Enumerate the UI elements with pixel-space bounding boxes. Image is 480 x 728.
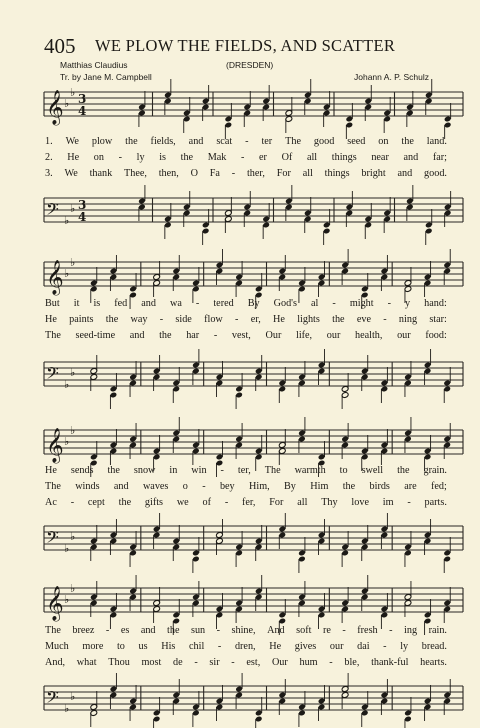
lyrics-system-1-verse-3 bbox=[45, 168, 447, 179]
lyric-syllable: of bbox=[202, 497, 212, 508]
lyric-syllable: And, bbox=[45, 657, 66, 668]
lyric-syllable: plow bbox=[91, 136, 113, 147]
lyric-syllable: most bbox=[141, 657, 162, 668]
lyric-syllable: - bbox=[216, 625, 221, 636]
lyric-syllable: er, bbox=[250, 314, 261, 325]
lyric-syllable: soft bbox=[296, 625, 312, 636]
lyric-syllable: star: bbox=[429, 314, 447, 325]
lyric-syllable: eve bbox=[356, 314, 371, 325]
flat-icon: ♭ bbox=[70, 366, 76, 379]
lyric-syllable: - bbox=[195, 298, 200, 309]
lyric-syllable: 1. bbox=[45, 136, 53, 147]
lyric-syllable: side bbox=[175, 314, 192, 325]
lyric-syllable: the bbox=[118, 497, 132, 508]
lyrics-system-3-verse-2 bbox=[45, 481, 447, 492]
lyric-syllable: - bbox=[231, 657, 235, 668]
lyric-syllable: waves bbox=[142, 481, 169, 492]
lyric-syllable: ter, bbox=[237, 465, 251, 476]
lyric-syllable: on bbox=[93, 152, 104, 163]
translator-credit: Tr. by Jane M. Campbell bbox=[60, 72, 152, 82]
lyric-syllable: The bbox=[45, 481, 61, 492]
lyric-syllable: 3. bbox=[45, 168, 53, 179]
lyric-syllable: Of bbox=[281, 152, 293, 163]
time-signature-top: 3 bbox=[78, 92, 87, 106]
lyric-syllable: - bbox=[217, 641, 222, 652]
lyric-syllable: shine, bbox=[231, 625, 256, 636]
flat-icon: ♭ bbox=[70, 582, 76, 595]
lyric-syllable: er bbox=[259, 152, 267, 163]
treble-clef-icon: 𝄞 bbox=[46, 428, 64, 463]
lyric-syllable: And bbox=[267, 625, 285, 636]
lyric-syllable: the bbox=[125, 136, 138, 147]
flat-icon: ♭ bbox=[64, 435, 70, 448]
lyric-syllable: es bbox=[120, 625, 130, 636]
lyric-syllable: winds bbox=[75, 481, 100, 492]
lyric-syllable: The bbox=[45, 625, 61, 636]
lyric-syllable: - bbox=[245, 136, 249, 147]
lyrics-system-3-verse-3 bbox=[45, 497, 447, 508]
lyric-syllable: He bbox=[45, 465, 57, 476]
lyric-syllable: Him bbox=[310, 481, 329, 492]
lyric-syllable: ning bbox=[398, 314, 418, 325]
treble-clef-icon: 𝄞 bbox=[46, 586, 64, 621]
lyric-syllable: more bbox=[82, 641, 104, 652]
lyric-syllable: dren, bbox=[234, 641, 256, 652]
lyric-syllable: the bbox=[332, 314, 345, 325]
lyric-syllable: is bbox=[93, 298, 101, 309]
lyric-syllable: 2. bbox=[45, 152, 53, 163]
lyric-syllable: the bbox=[107, 465, 120, 476]
lyric-syllable: hearts. bbox=[420, 657, 447, 668]
lyric-syllable: sun bbox=[190, 625, 206, 636]
lyric-syllable: - bbox=[383, 314, 387, 325]
lyric-syllable: fresh bbox=[357, 625, 378, 636]
treble-staff-2 bbox=[0, 254, 480, 304]
lyric-syllable: al bbox=[311, 298, 319, 309]
lyric-syllable: By bbox=[247, 298, 260, 309]
lyric-syllable: We bbox=[65, 136, 79, 147]
lyric-syllable: the bbox=[342, 481, 356, 492]
flat-icon: ♭ bbox=[64, 267, 70, 280]
tune-name: (DRESDEN) bbox=[226, 60, 274, 70]
lyric-syllable: all bbox=[302, 168, 313, 179]
lyric-syllable: dai bbox=[357, 641, 370, 652]
lyric-syllable: all bbox=[306, 152, 318, 163]
lyric-syllable: We bbox=[64, 168, 78, 179]
lyric-syllable: bread. bbox=[421, 641, 447, 652]
lyric-syllable: things bbox=[331, 152, 357, 163]
flat-icon: ♭ bbox=[70, 530, 76, 543]
flat-icon: ♭ bbox=[70, 256, 76, 269]
lyric-syllable: fed; bbox=[431, 481, 447, 492]
lyric-syllable: to bbox=[116, 641, 125, 652]
lyric-syllable: - bbox=[118, 152, 122, 163]
lyric-syllable: Him, bbox=[249, 481, 270, 492]
lyric-syllable: tered bbox=[213, 298, 234, 309]
flat-icon: ♭ bbox=[70, 86, 76, 99]
lyric-syllable: - bbox=[224, 497, 229, 508]
lyrics-system-1-verse-2 bbox=[45, 152, 447, 163]
lyric-syllable: For bbox=[276, 168, 291, 179]
lyric-syllable: flow bbox=[204, 314, 223, 325]
lyric-syllable: and bbox=[129, 330, 145, 341]
lyric-syllable: and bbox=[403, 152, 419, 163]
hymn-number: 405 bbox=[44, 34, 76, 58]
lyric-syllable: God's bbox=[273, 298, 297, 309]
lyric-syllable: grain. bbox=[423, 465, 447, 476]
lyric-syllable: Thou bbox=[108, 657, 130, 668]
composer-credit: Johann A. P. Schulz bbox=[354, 72, 429, 82]
lyric-syllable: our bbox=[397, 330, 411, 341]
lyric-syllable: His bbox=[161, 641, 176, 652]
treble-staff-4 bbox=[0, 580, 480, 630]
lyric-syllable: - bbox=[231, 168, 236, 179]
lyric-syllable: ing bbox=[404, 625, 418, 636]
lyric-syllable: - bbox=[241, 152, 245, 163]
lyric-syllable: thank bbox=[89, 168, 113, 179]
treble-clef-icon: 𝄞 bbox=[46, 90, 64, 125]
lyric-syllable: Thy bbox=[321, 497, 338, 508]
lyric-syllable: way bbox=[130, 314, 148, 325]
lyric-syllable: the bbox=[180, 152, 194, 163]
lyric-syllable: the bbox=[401, 136, 414, 147]
lyric-syllable: - bbox=[342, 625, 346, 636]
lyric-syllable: vest, bbox=[231, 330, 251, 341]
lyric-syllable: est, bbox=[246, 657, 261, 668]
flat-icon: ♭ bbox=[64, 542, 70, 555]
time-signature-top: 3 bbox=[78, 198, 87, 212]
lyric-syllable: ther, bbox=[246, 168, 265, 179]
lyric-syllable: parts. bbox=[424, 497, 447, 508]
lyrics-system-4-verse-3 bbox=[45, 657, 447, 668]
lyrics-system-2-verse-2 bbox=[45, 314, 447, 325]
lyric-syllable: is bbox=[159, 152, 166, 163]
author-credit: Matthias Claudius bbox=[60, 60, 128, 70]
lyric-syllable: it bbox=[73, 298, 80, 309]
lyric-syllable: Thee, bbox=[124, 168, 147, 179]
lyric-syllable: breez bbox=[72, 625, 95, 636]
lyric-syllable: rain. bbox=[428, 625, 447, 636]
lyric-syllable: sir bbox=[209, 657, 220, 668]
lyric-syllable: land. bbox=[426, 136, 447, 147]
lyric-syllable: The bbox=[45, 330, 61, 341]
lyric-syllable: For bbox=[269, 497, 284, 508]
lyric-syllable: the bbox=[397, 465, 410, 476]
lyric-syllable: all bbox=[297, 497, 308, 508]
lyric-syllable: Mak bbox=[207, 152, 227, 163]
lyric-syllable: warmth bbox=[294, 465, 326, 476]
lyric-syllable: to bbox=[339, 465, 348, 476]
flat-icon: ♭ bbox=[64, 97, 70, 110]
flat-icon: ♭ bbox=[64, 214, 70, 227]
lyric-syllable: lights bbox=[297, 314, 320, 325]
lyric-syllable: and bbox=[113, 481, 129, 492]
lyric-syllable: seed-time bbox=[75, 330, 116, 341]
flat-icon: ♭ bbox=[70, 202, 76, 215]
lyric-syllable: good. bbox=[424, 168, 447, 179]
lyric-syllable: paints bbox=[69, 314, 94, 325]
lyric-syllable: might bbox=[349, 298, 374, 309]
lyric-syllable: hand: bbox=[424, 298, 447, 309]
flat-icon: ♭ bbox=[70, 424, 76, 437]
lyric-syllable: fed bbox=[114, 298, 128, 309]
lyric-syllable: in bbox=[169, 465, 178, 476]
lyric-syllable: health, bbox=[354, 330, 383, 341]
lyric-syllable: fields, bbox=[150, 136, 176, 147]
lyric-syllable: the bbox=[159, 330, 172, 341]
lyric-syllable: chil bbox=[189, 641, 205, 652]
lyric-syllable: what bbox=[76, 657, 97, 668]
lyric-syllable: far; bbox=[432, 152, 447, 163]
lyrics-system-4-verse-1 bbox=[45, 625, 447, 636]
flat-icon: ♭ bbox=[64, 702, 70, 715]
lyric-syllable: - bbox=[70, 497, 75, 508]
lyric-syllable: the bbox=[105, 314, 119, 325]
lyric-syllable: life, bbox=[295, 330, 313, 341]
lyric-syllable: - bbox=[194, 657, 198, 668]
lyric-syllable: He bbox=[45, 314, 57, 325]
lyrics-system-1-verse-1 bbox=[45, 136, 447, 147]
lyric-syllable: then, bbox=[158, 168, 179, 179]
lyric-syllable: - bbox=[387, 298, 392, 309]
lyric-syllable: cept bbox=[87, 497, 105, 508]
lyric-syllable: - bbox=[407, 497, 411, 508]
flat-icon: ♭ bbox=[70, 690, 76, 703]
lyric-syllable: O bbox=[190, 168, 198, 179]
lyric-syllable: - bbox=[213, 330, 218, 341]
lyric-syllable: He bbox=[273, 314, 285, 325]
lyric-syllable: sends bbox=[70, 465, 94, 476]
bass-staff-3 bbox=[0, 518, 480, 568]
lyrics-system-2-verse-1 bbox=[45, 298, 447, 309]
bass-staff-4 bbox=[0, 678, 480, 728]
lyric-syllable: ter bbox=[261, 136, 273, 147]
lyric-syllable: The bbox=[264, 465, 281, 476]
flat-icon: ♭ bbox=[64, 378, 70, 391]
time-signature-bottom: 4 bbox=[78, 210, 87, 224]
time-signature-bottom: 4 bbox=[78, 104, 87, 118]
lyric-syllable: - bbox=[235, 314, 239, 325]
lyric-syllable: By bbox=[284, 481, 296, 492]
lyric-syllable: and bbox=[140, 625, 156, 636]
lyric-syllable: - bbox=[389, 625, 393, 636]
lyric-syllable: He bbox=[67, 152, 80, 163]
lyric-syllable: ly bbox=[136, 152, 145, 163]
lyric-syllable: wa bbox=[170, 298, 182, 309]
lyric-syllable: and bbox=[188, 136, 204, 147]
lyric-syllable: birds bbox=[369, 481, 390, 492]
lyric-syllable: - bbox=[383, 641, 387, 652]
bass-staff-2 bbox=[0, 354, 480, 404]
lyric-syllable: win bbox=[191, 465, 207, 476]
lyric-syllable: the bbox=[167, 625, 180, 636]
lyric-syllable: love bbox=[351, 497, 369, 508]
lyric-syllable: snow bbox=[133, 465, 156, 476]
hymn-title: WE PLOW THE FIELDS, AND SCATTER bbox=[95, 36, 396, 55]
lyric-syllable: - bbox=[159, 314, 164, 325]
treble-staff-1 bbox=[0, 84, 480, 134]
lyric-syllable: Our bbox=[265, 330, 282, 341]
lyric-syllable: gives bbox=[294, 641, 317, 652]
lyric-syllable: - bbox=[202, 481, 206, 492]
lyric-syllable: har bbox=[186, 330, 200, 341]
lyric-syllable: - bbox=[329, 657, 333, 668]
lyric-syllable: food: bbox=[425, 330, 447, 341]
lyric-syllable: swell bbox=[361, 465, 384, 476]
lyric-syllable: - bbox=[105, 625, 110, 636]
lyric-syllable: are bbox=[404, 481, 417, 492]
treble-clef-icon: 𝄞 bbox=[46, 260, 64, 295]
lyric-syllable: o bbox=[182, 481, 188, 492]
lyric-syllable: things bbox=[324, 168, 350, 179]
lyric-syllable: y bbox=[405, 298, 411, 309]
bass-clef-icon: 𝄢 bbox=[46, 363, 59, 387]
lyric-syllable: But bbox=[45, 298, 60, 309]
lyric-syllable: near bbox=[371, 152, 389, 163]
lyric-syllable: gifts bbox=[144, 497, 164, 508]
lyric-syllable: fer, bbox=[242, 497, 256, 508]
bass-clef-icon: 𝄢 bbox=[46, 687, 59, 711]
lyric-syllable: The bbox=[285, 136, 301, 147]
lyric-syllable: de bbox=[173, 657, 183, 668]
bass-clef-icon: 𝄢 bbox=[46, 199, 59, 223]
lyric-syllable: bright bbox=[361, 168, 386, 179]
lyric-syllable: He bbox=[269, 641, 282, 652]
lyric-syllable: Our bbox=[271, 657, 288, 668]
bass-staff-1 bbox=[0, 190, 480, 240]
lyrics-system-4-verse-2 bbox=[45, 641, 447, 652]
lyrics-system-3-verse-1 bbox=[45, 465, 447, 476]
lyric-syllable: and bbox=[397, 168, 413, 179]
lyric-syllable: Ac bbox=[45, 497, 57, 508]
lyric-syllable: Much bbox=[45, 641, 69, 652]
lyric-syllable: re bbox=[322, 625, 331, 636]
lyric-syllable: we bbox=[176, 497, 189, 508]
lyric-syllable: im bbox=[382, 497, 394, 508]
bass-clef-icon: 𝄢 bbox=[46, 527, 59, 551]
lyric-syllable: us bbox=[138, 641, 148, 652]
lyric-syllable: scat bbox=[216, 136, 233, 147]
lyrics-system-2-verse-3 bbox=[45, 330, 447, 341]
lyric-syllable: ble, bbox=[344, 657, 360, 668]
lyric-syllable: seed bbox=[347, 136, 366, 147]
lyric-syllable: on bbox=[378, 136, 389, 147]
lyric-syllable: and bbox=[141, 298, 156, 309]
lyric-syllable: our bbox=[326, 330, 341, 341]
lyric-syllable: our bbox=[329, 641, 344, 652]
lyric-syllable: - bbox=[332, 298, 336, 309]
lyric-syllable: hum bbox=[299, 657, 318, 668]
lyric-syllable: bey bbox=[219, 481, 235, 492]
lyric-syllable: - bbox=[220, 465, 224, 476]
flat-icon: ♭ bbox=[64, 593, 70, 606]
lyric-syllable: good bbox=[313, 136, 335, 147]
lyric-syllable: thank-ful bbox=[371, 657, 409, 668]
lyric-syllable: Fa bbox=[209, 168, 220, 179]
lyric-syllable: ly bbox=[400, 641, 409, 652]
